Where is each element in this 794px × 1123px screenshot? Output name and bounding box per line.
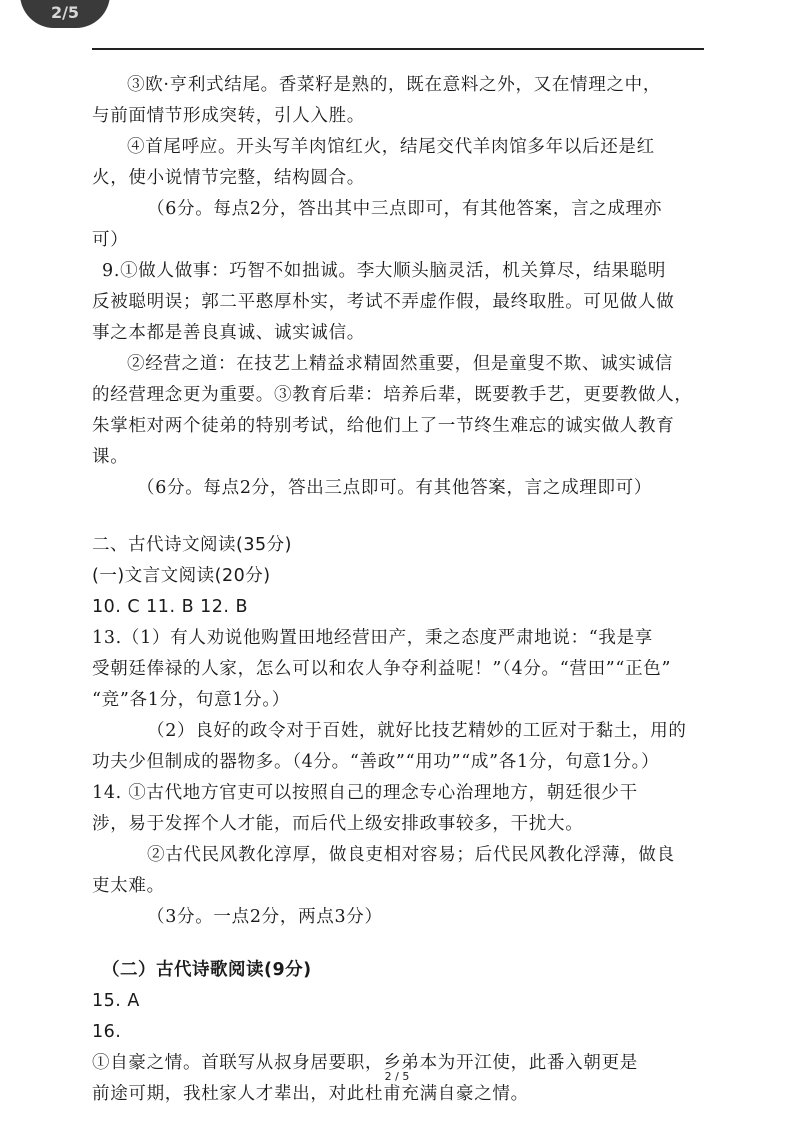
text-line: ③欧·亨利式结尾。香菜籽是熟的，既在意料之外，又在情理之中， — [127, 75, 662, 95]
question-9-answer: 9.①做人做事：巧智不如拙诚。李大顺头脑灵活，机关算尽，结果聪明 — [102, 261, 667, 281]
text-line: “竞”各1分，句意1分。） — [92, 690, 291, 710]
text-line: 前途可期，我杜家人才辈出，对此杜甫充满自豪之情。 — [92, 1084, 529, 1104]
answer-content — [92, 70, 704, 1110]
question-14-answer: 14. ①古代地方官吏可以按照自己的理念专心治理地方，朝廷很少干 — [92, 783, 638, 803]
text-line: （2）良好的政令对于百姓，就好比技艺精妙的工匠对于黏土，用的 — [147, 721, 687, 741]
text-line: 涉，易于发挥个人才能，而后代上级安排政事较多，干扰大。 — [92, 814, 584, 834]
text-line: 课。 — [92, 447, 129, 467]
page-badge — [20, 0, 110, 28]
question-15-answer: 15. A — [92, 991, 140, 1011]
question-13-answer: 13.（1）有人劝说他购置田地经营田产，秉之态度严肃地说：“我是享 — [92, 628, 654, 648]
text-line: 功夫少但制成的器物多。（4分。“善政”“用功”“成”各1分，句意1分。） — [92, 752, 660, 772]
text-line: 事之本都是善良真诚、诚实诚信。 — [92, 323, 365, 343]
text-line: ②经营之道：在技艺上精益求精固然重要，但是童叟不欺、诚实诚信 — [127, 354, 673, 374]
page-number: 2 / 5 — [384, 1070, 410, 1083]
section-heading: 二、古代诗文阅读(35分) — [92, 535, 292, 555]
text-line: 火，使小说情节完整，结构圆合。 — [92, 168, 365, 188]
score-note: （3分。一点2分，两点3分） — [147, 907, 383, 927]
subsection-heading: （二）古代诗歌阅读(9分) — [102, 960, 312, 980]
score-note: 可） — [92, 230, 129, 250]
text-line: 反被聪明误；郭二平憨厚朴实，考试不弄虚作假，最终取胜。可见做人做 — [92, 292, 675, 312]
question-16-answer: ①自豪之情。首联写从叔身居要职，乡弟本为开江使，此番入朝更是 — [92, 1053, 638, 1073]
question-16-label: 16. — [92, 1022, 122, 1042]
score-note: （6分。每点2分，答出三点即可。有其他答案，言之成理即可） — [137, 478, 653, 498]
header-rule — [92, 48, 704, 50]
text-line: 朱掌柜对两个徒弟的特别考试，给他们上了一节终生难忘的诚实做人教育 — [92, 416, 675, 436]
text-line: 受朝廷俸禄的人家，怎么可以和农人争夺利益呢！”（4分。“营田”“正色” — [92, 659, 672, 679]
text-line: 吏太难。 — [92, 876, 165, 896]
question-10-12-answers: 10. C 11. B 12. B — [92, 597, 249, 617]
page-badge-text: 2/5 — [50, 3, 80, 22]
score-note: （6分。每点2分，答出其中三点即可，有其他答案，言之成理亦 — [147, 199, 663, 219]
text-line: 的经营理念更为重要。③教育后辈：培养后辈，既要教手艺，更要教做人， — [92, 385, 693, 405]
text-line: 与前面情节形成突转，引人入胜。 — [92, 106, 365, 126]
text-line: ④首尾呼应。开头写羊肉馆红火，结尾交代羊肉馆多年以后还是红 — [127, 137, 655, 157]
text-line: ②古代民风教化淳厚，做良吏相对容易；后代民风教化浮薄，做良 — [147, 845, 675, 865]
subsection-heading: (一)文言文阅读(20分) — [92, 566, 271, 586]
